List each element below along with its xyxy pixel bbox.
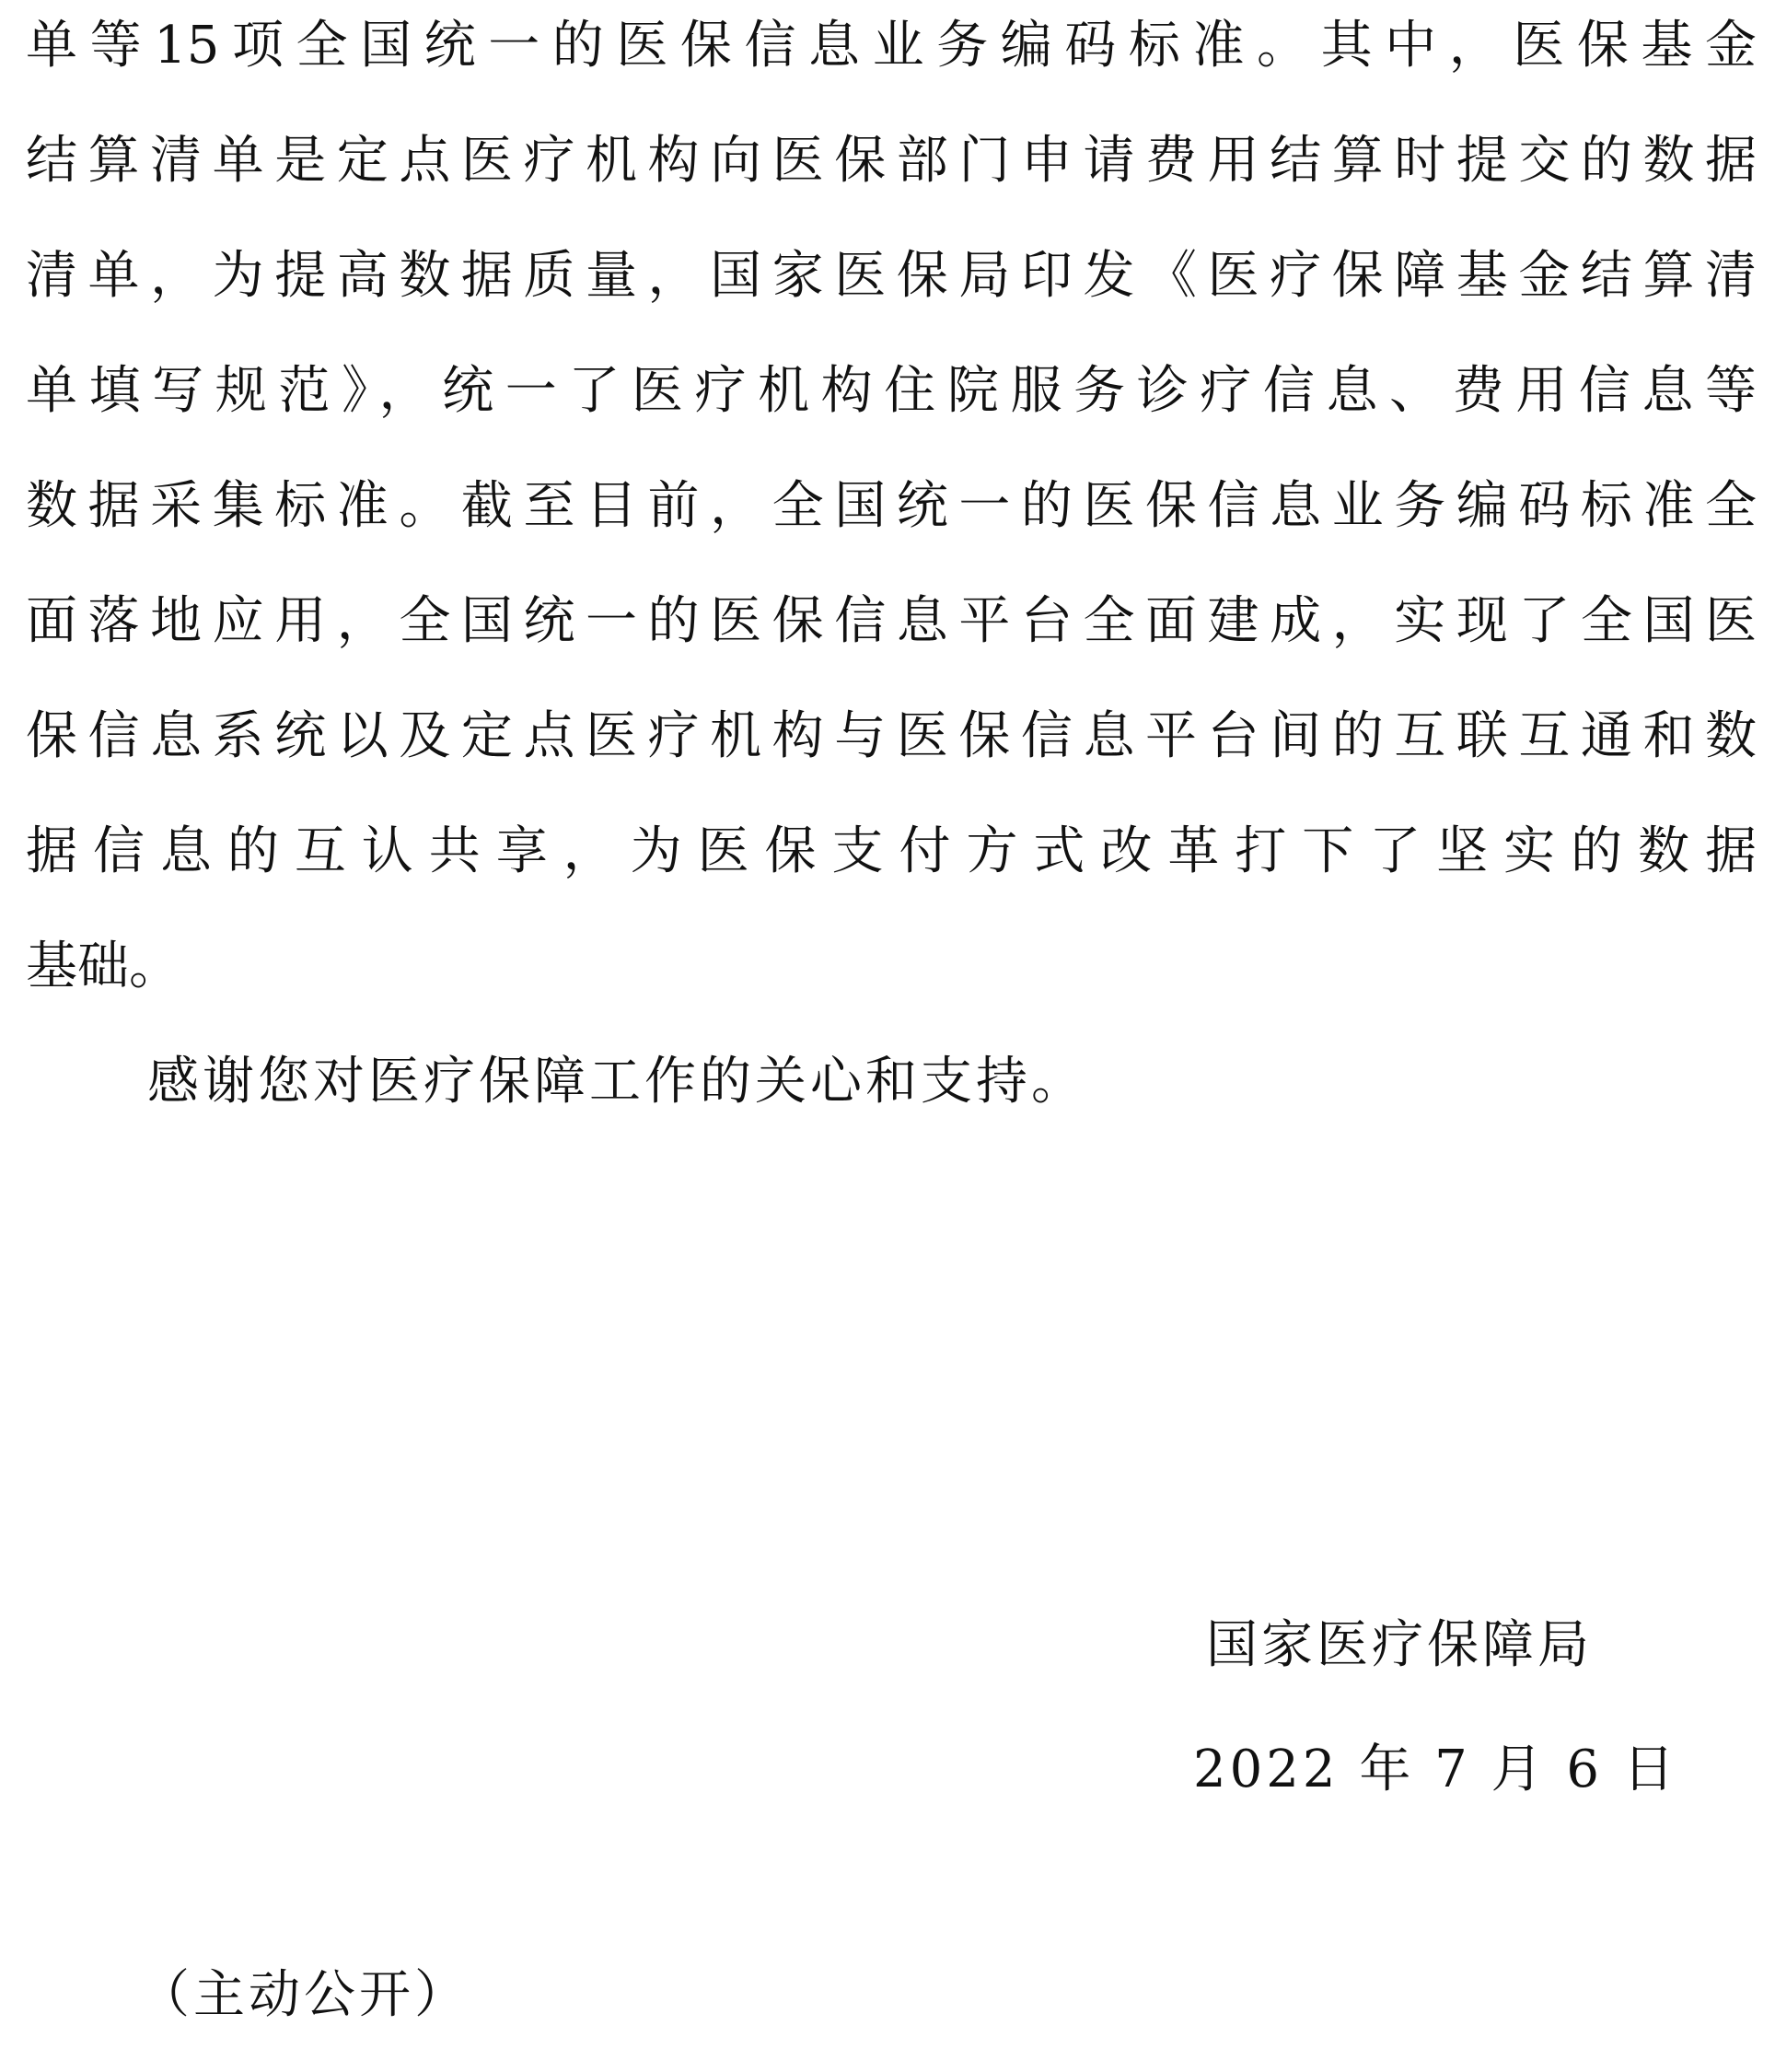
closing-remark: 感谢您对医疗保障工作的关心和支持。 <box>147 1052 1086 1112</box>
body-line-3: 清单，为提高数据质量，国家医保局印发《医疗保障基金结算清 <box>26 246 1757 306</box>
body-line-8: 据信息的互认共享，为医保支付方式改革打下了坚实的数据 <box>26 821 1757 881</box>
body-line-7: 保信息系统以及定点医疗机构与医保信息平台间的互联互通和数 <box>26 706 1757 766</box>
signature-date: 2022 年 7 月 6 日 <box>1193 1740 1678 1799</box>
body-line-4: 单填写规范》，统一了医疗机构住院服务诊疗信息、费用信息等 <box>26 361 1757 421</box>
signature-organization: 国家医疗保障局 <box>1206 1615 1593 1675</box>
disclosure-note: （主动公开） <box>138 1965 470 2025</box>
body-line-1: 单等15项全国统一的医保信息业务编码标准。其中，医保基金 <box>26 16 1757 76</box>
body-line-6: 面落地应用，全国统一的医保信息平台全面建成，实现了全国医 <box>26 591 1757 651</box>
body-line-5: 数据采集标准。截至目前，全国统一的医保信息业务编码标准全 <box>26 476 1757 536</box>
body-line-9: 基础。 <box>26 937 180 996</box>
body-line-2: 结算清单是定点医疗机构向医保部门申请费用结算时提交的数据 <box>26 131 1757 191</box>
